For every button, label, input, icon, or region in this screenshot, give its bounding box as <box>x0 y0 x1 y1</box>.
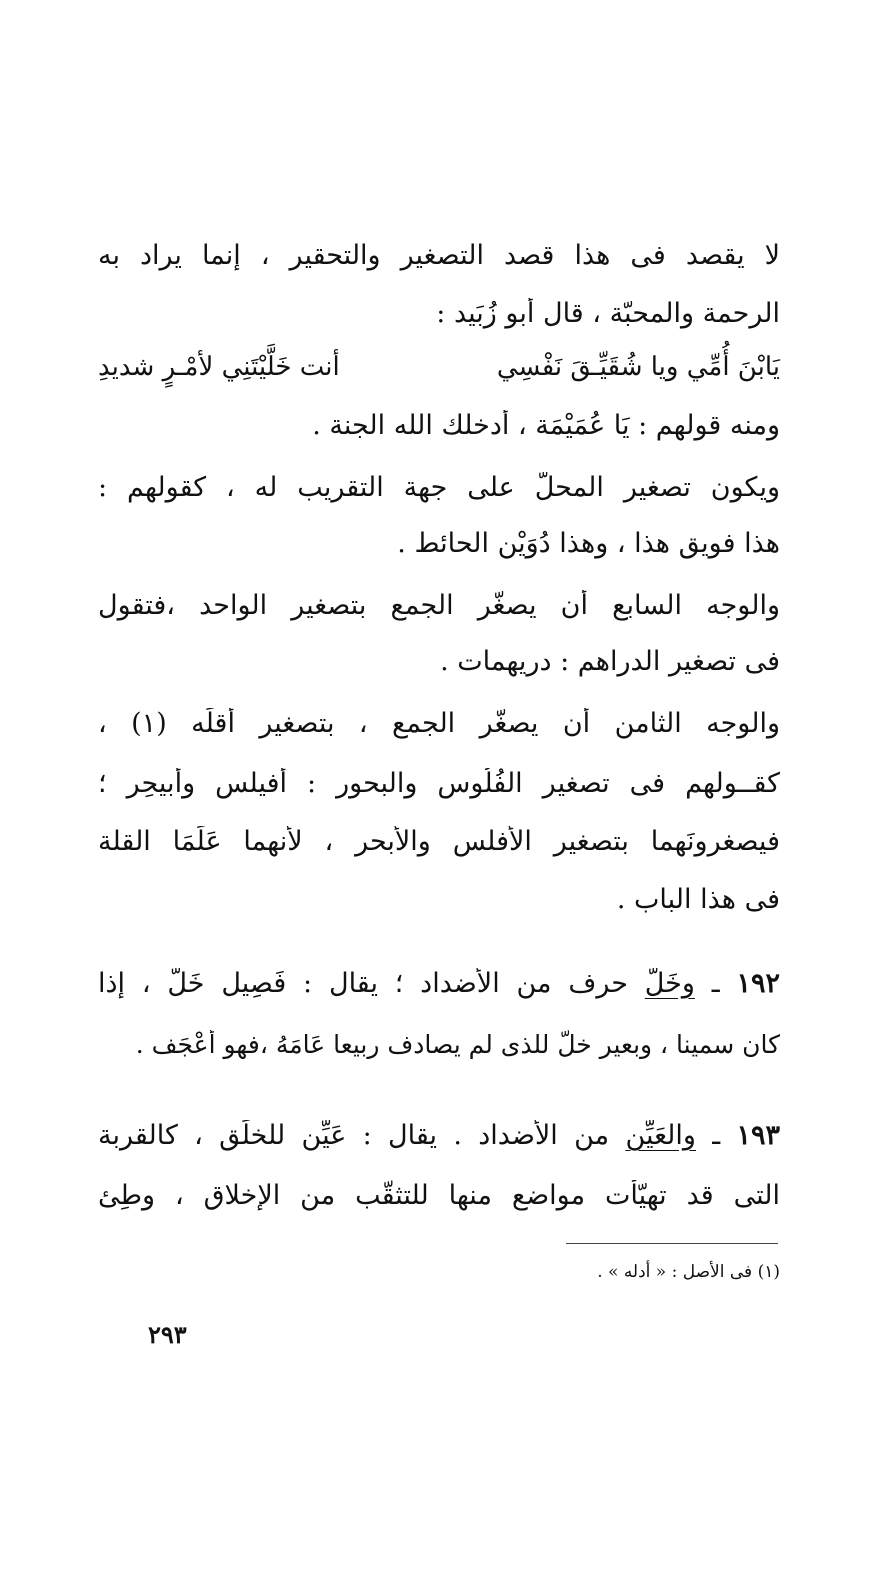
page-number: ٢٩٣ <box>148 1320 187 1349</box>
entry-193-line-2: التى قد تهيّأَت مواضع منها للتثقُّب من الإِخلاق ، وطِئ <box>98 1180 780 1211</box>
entry-headword: وخَلّ <box>644 968 695 999</box>
text-line: والوجه السابع أن يصغّر الجمع بتصغير الواحد ،فتقول <box>98 590 780 621</box>
text-line: هذا فويق هذا ، وهذا دُوَيْن الحائط . <box>397 528 780 559</box>
text-line: فى هذا الباب . <box>616 884 780 915</box>
entry-text: من الأَضداد . يقال : عَيِّن للخلَق ، كالقربة <box>98 1120 610 1151</box>
entry-193-line-1 <box>98 1120 780 1151</box>
text-line: فى تصغير الدراهم : دريهمات . <box>440 646 780 677</box>
entry-192-line-2: كان سمينا ، وبعير خلّ للذى لم يصادف ربيعا عَامَهُ ،فهو أَعْجَف . <box>135 1030 780 1059</box>
text-line: لا يقصد فى هذا قصد التصغير والتحقير ، إنما يراد به <box>98 240 780 271</box>
text-line: ومنه قولهم : يَا عُمَيْمَة ، أدخلك الله الجنة . <box>312 410 780 441</box>
entry-number: ١٩٣ <box>736 1120 780 1151</box>
text-line: الرحمة والمحبّة ، قال أَبو زُبَيد : <box>436 298 780 329</box>
poem-second-hemistich: أنت خَلَّيْتَنِي لأمْـرٍ شديدِ <box>98 352 340 382</box>
entry-dash: ـ <box>694 968 720 999</box>
text-line: ويكون تصغير المحلّ على جهة التقريب له ، كقولهم : <box>98 472 780 503</box>
footnote: (١) فى الأصل : « أدله » . <box>597 1262 780 1282</box>
text-line: فيصغرونَهما بتصغير الأَفلس والأَبحر ، لأَنهما عَلَمَا القلة <box>98 826 780 857</box>
entry-number: ١٩٢ <box>736 968 780 999</box>
entry-headword: والعَيِّن <box>625 1120 696 1151</box>
poem-first-hemistich: يَابْنَ أُمِّي ويا شُقَيِّـقَ نَفْسِي <box>496 352 780 382</box>
entry-dash: ـ <box>695 1120 721 1151</box>
entry-192-line-1 <box>98 968 780 999</box>
text-line: والوجه الثامن أن يصغّر الجمع ، بتصغير أَقلِّه (١) ، <box>98 708 780 739</box>
poem-verse <box>98 352 780 392</box>
entry-text: حرف من الأَضداد ؛ يقال : فَصِيل خَلّ ، إذا <box>98 968 628 999</box>
footnote-divider <box>566 1243 778 1244</box>
text-line: كقــولهم فى تصغير الفُلُوس والبحور : أُفيلس وأُبيحِر ؛ <box>98 768 780 799</box>
